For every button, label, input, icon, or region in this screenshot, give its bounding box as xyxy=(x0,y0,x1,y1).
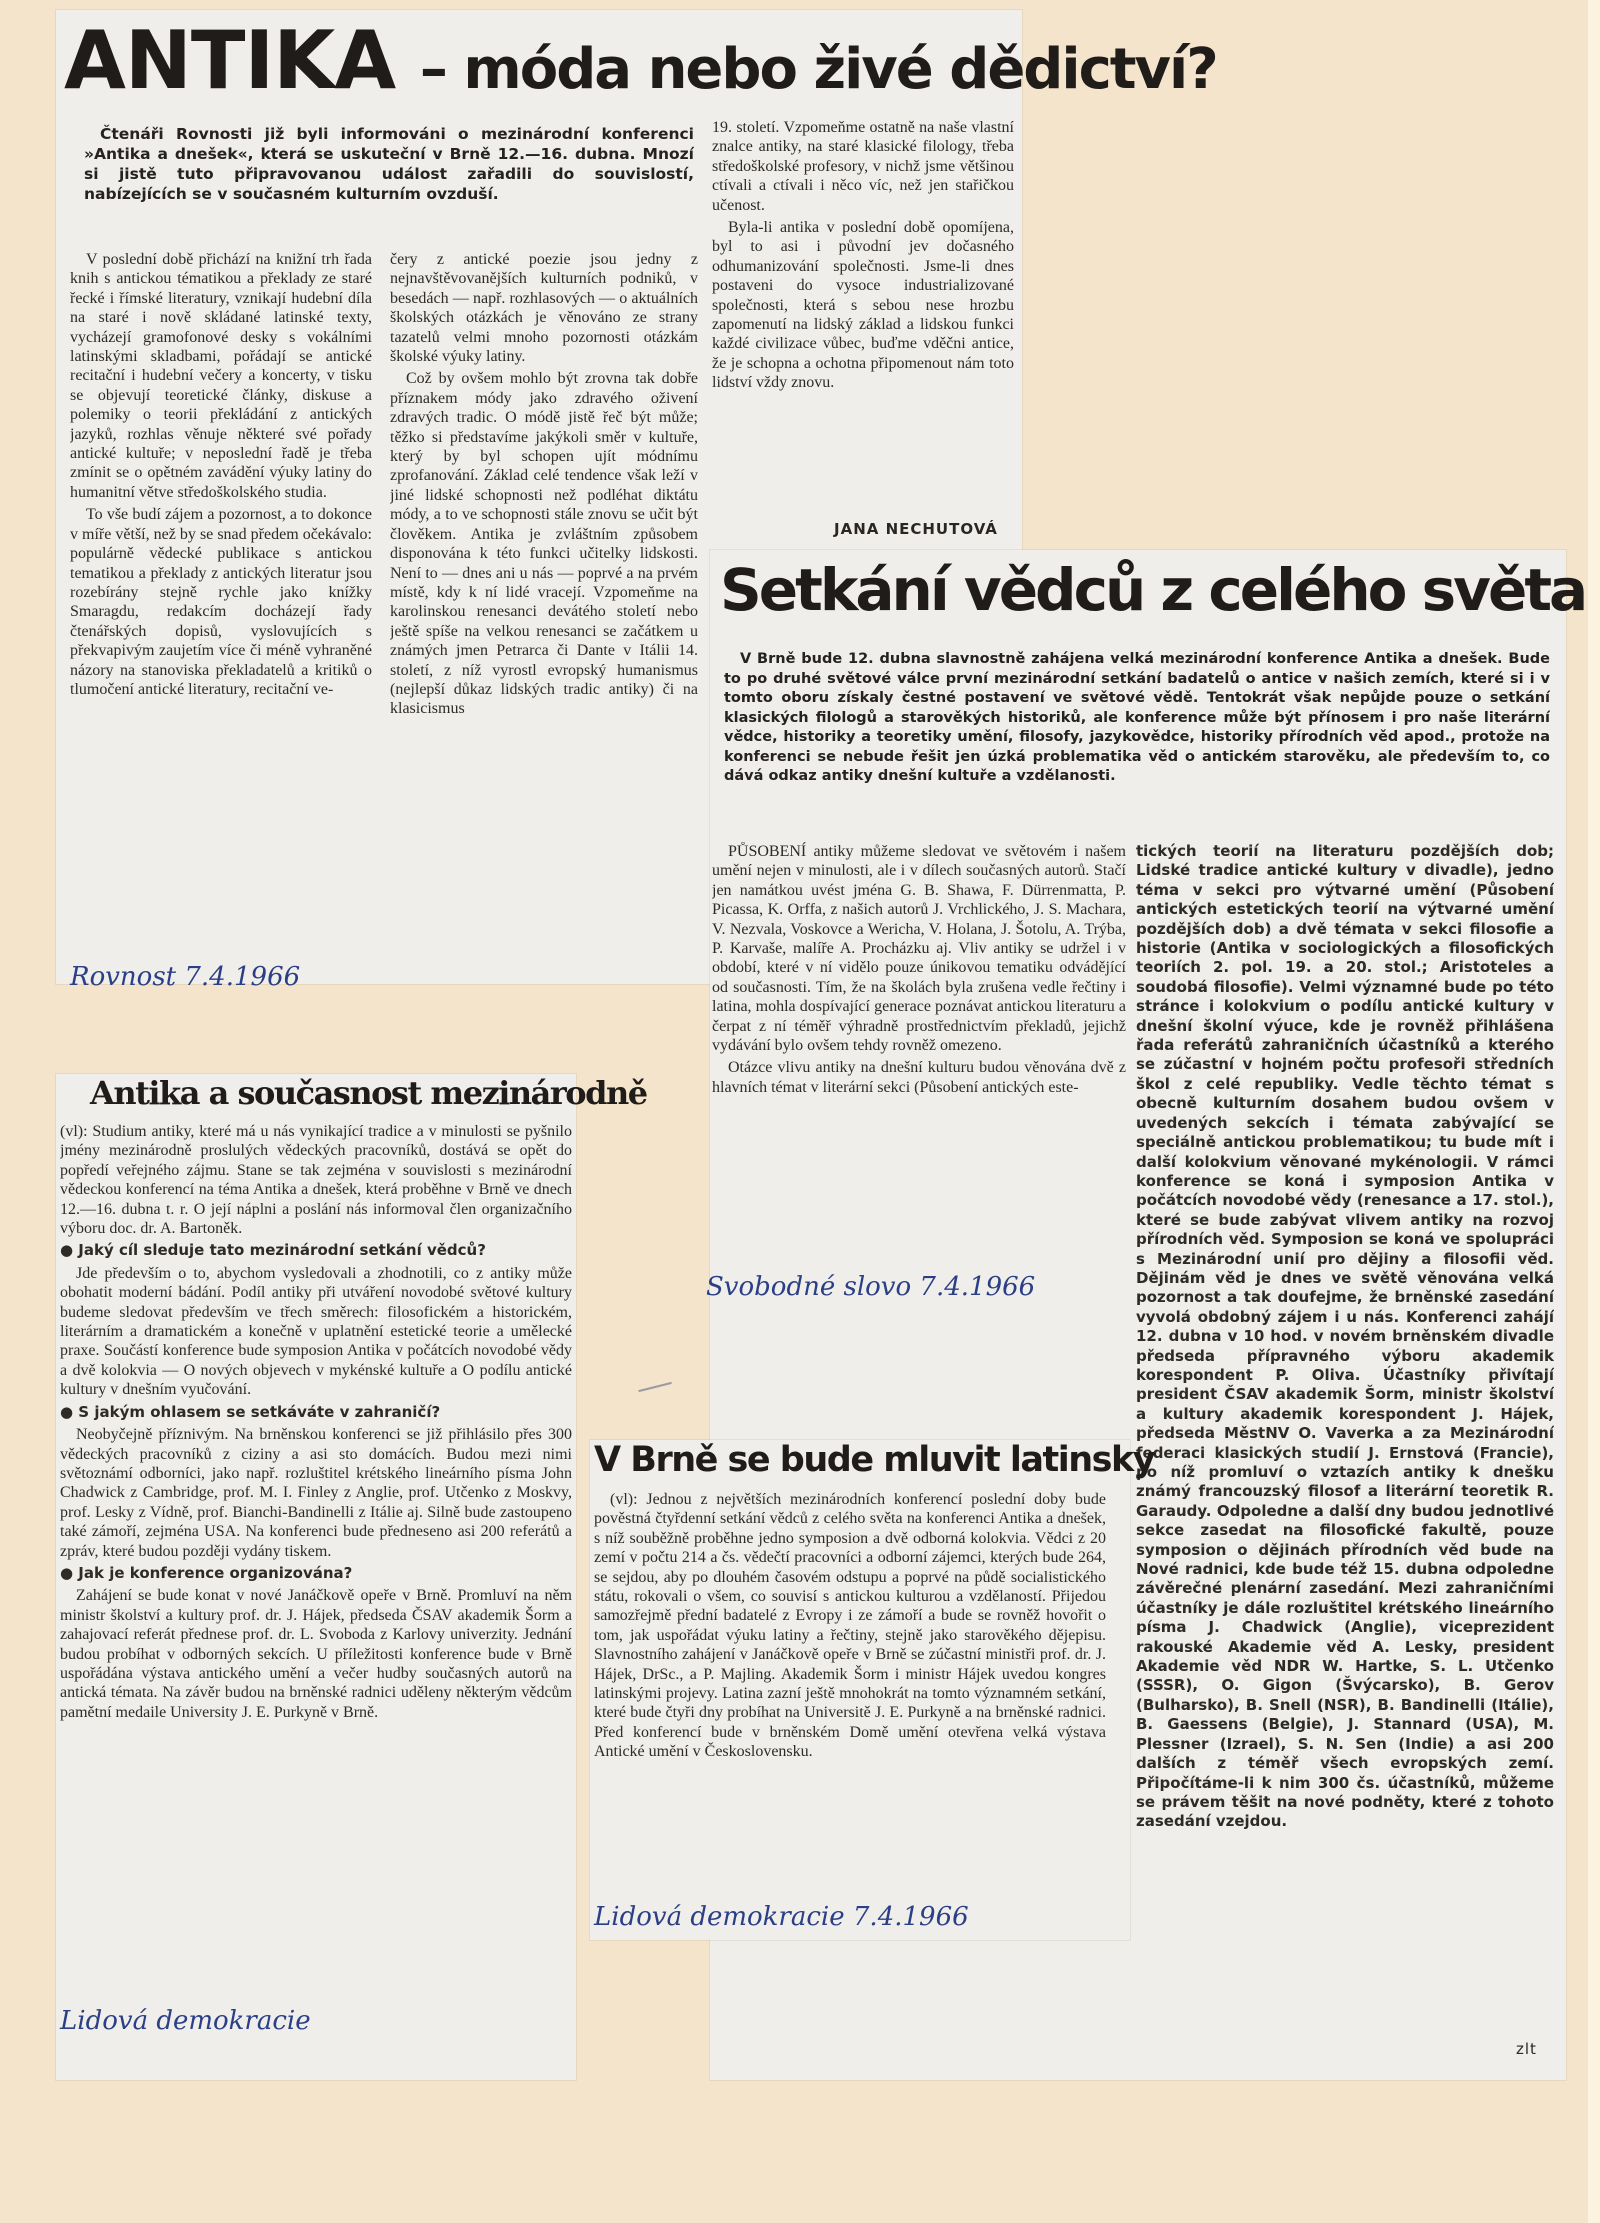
source-note-lidova-demokracie-2: Lidová demokracie 7.4.1966 xyxy=(594,1902,969,1932)
paper-edge xyxy=(1588,0,1600,2223)
article-setkani-headline: Setkání vědců z celého světa xyxy=(720,556,1586,624)
article-setkani-lead: V Brně bude 12. dubna slavnostně zahájena velká mezinárodní konference Antika a dnešek. Bude to po druhé světové válce první mezinárodní setkání badatelů o antice v našich zemích, které si i v tomto oboru získaly čestné postavení ve světové vědě. Tentokrát však nepůjde pouze o setkání klasických filologů a starověkých historiků, ale konference může být přínosem i pro naše literární vědce, historiky a teoretiky umění, filosofy, jazykovědce, historiky přírodních věd apod., protože na konferenci se nebude řešit jen úzká problematika věd o antickém starověku, ale především to, co dává odkaz antiky dnešní kultuře a vzdělanosti. xyxy=(724,651,1550,784)
article-antika-lead: Čtenáři Rovnosti již byli informováni o mezinárodní konferenci »Antika a dnešek«, která se uskuteční v Brně 12.—16. dubna. Mnozí si jistě tuto připravovanou událost zařadili do souvislostí, nabízejících se v současném kulturním ovzduší. xyxy=(84,125,694,203)
interview-question-1: ● Jaký cíl sleduje tato mezinárodní setkání vědců? xyxy=(60,1241,486,1260)
article-soucasnost-headline: Antika a současnost mezinárodně xyxy=(90,1074,647,1112)
article-setkani-column-2: tických teorií na literaturu pozdějších dob; Lidské tradice antické kultury v divadle), jedno téma v sekci pro výtvarné umění (Působení antických estetických teorií na výtvarné umění pozdějších dob) a dvě témata v sekci filosofie a historie (Antika v sociologických a filosofických teoriích 2. pol. 19. a 20. stol.; Aristoteles a soudobá filosofie). Velmi významné bude po této stránce i kolokvium o podílu antické kultury v dnešní školní výuce, kde je rovněž přihlášena řada referátů zahraničních účastníků a kterého se zúčastní v hojném počtu profesoři středních škol z celé republiky. Vedle těchto témat s obecně kulturním dosahem budou ovšem v uvedených sekcích i témata zabývající se speciálně antickou problematikou; tu bude mít i další kolokvium věnované mykénologii. V rámci konference se koná i symposion Antika v počátcích novodobé vědy (renesance a 17. stol.), které se bude zabývat vlivem antiky na rozvoj přírodních věd. Symposion se koná ve spolupráci s Mezinárodní unií pro dějiny a filosofii věd. Dějinám věd je dnes ve světě věnována velká pozornost a tak doufejme, že brněnské zasedání vyvolá obdobný zájem i u nás. Konferenci zahájí 12. dubna v 10 hod. v novém brněnském divadle předseda přípravného výboru akademik korespondent P. Oliva. Účastníky přivítají president ČSAV akademik Šorm, ministr školství a kultury akademik korespondent J. Hájek, předseda MěstNV O. Vaverka a za Mezinárodní federaci klasických studií J. Ernstová (Francie), po níž promluví o vztazích antiky k dnešku známý francouzský filosof a literární teoretik R. Garaudy. Odpoledne a další dny budou jednotlivé sekce zasedat na filosofické fakultě, pouze symposion o dějinách přírodních věd bude na Nové radnici, kde bude též 15. dubna odpoledne závěrečné plenární zasedání. Mezi zahraničními účastníky je dále rozluštitel krétského lineárního písma J. Chadwick (Anglie), viceprezident rakouské Akademie věd A. Lesky, president Akademie věd NDR W. Hartke, S. L. Utčenko (SSSR), O. Gigon (Švýcarsko), B. Gerov (Bulharsko), B. Snell (NSR), B. Bandinelli (Itálie), B. Gaessens (Belgie), J. Stannard (USA), M. Plessner (Izrael), S. N. Sen (Indie) a asi 200 dalších z téměř všech evropských zemí. Připočítáme-li k nim 300 čs. účastníků, můžeme se právem těšit na nové podněty, které z tohoto zasedání vzejdou. xyxy=(1136,842,1554,1831)
interview-question-2: ● S jakým ohlasem se setkáváte v zahraničí? xyxy=(60,1402,441,1421)
article-antika-headline xyxy=(64,14,1217,107)
article-antika-column-1: V poslední době přichází na knižní trh řada knih s antickou tématikou a překlady ze staré řecké i římské literatury, vznikají hudební díla na staré i nově skládané latinské texty, vycházejí gramofonové desky s vokálními latinskými skladbami, pořádají se antické recitační i hudební večery a koncerty, v tisku se objevují teoretické články, diskuse a polemiky o teorii překládání z antických jazyků, rozhlas věnuje některé své pořady antické kultuře; v neposlední řadě je třeba zmínit se o opětném zavádění výuky latiny do humanitní větve středoškolského studia. To vše budí zájem a pozornost, a to dokonce v míře větší, než by se snad předem očekávalo: populárně vědecké publikace s antickou tematikou a překlady z antických literatur jsou rozebírány stejně rychle jako knížky Smaragdu, redakcím docházejí řady čtenářských dopisů, vyslovujících s překvapivým zaujetím více či méně vyhraněné názory na stanoviska překladatelů a kritiků o tlumočení antické literatury, recitační ve- xyxy=(70,251,372,698)
article-antika-byline: JANA NECHUTOVÁ xyxy=(834,520,998,538)
article-soucasnost-body: (vl): Studium antiky, které má u nás vynikající tradice a v minulosti se pyšnilo jmény mezinárodně proslulých vědeckých pracovníků, dostává se opět do popředí veřejného zájmu. Stane se tak zejména v souvislosti s mezinárodní vědeckou konferencí na téma Antika a dnešek, která proběhne v Brně ve dnech 12.—16. dubna t. r. O její náplni a poslání nás informoval člen organizačního výboru doc. dr. A. Bartoněk. ● Jaký cíl sleduje tato mezinárodní setkání vědců? Jde především o to, abychom vysledovali a zhodnotili, co z antiky může obohatit moderní bádání. Podíl antiky při utváření novodobé světové kultury budeme sledovat především ve třech směrech: filosofickém a historickém, literárním a dramatickém a konečně v uplatnění estetické teorie a umělecké praxe. Součástí konference bude symposion Antika v počátcích novodobé vědy a dvě kolokvia — O nových objevech v mykénské kultuře a O podílu antické kultury v dnešním vyučování. ● S jakým ohlasem se setkáváte v zahraničí? Neobyčejně příznivým. Na brněnskou konferenci se již přihlásilo přes 300 vědeckých pracovníků z ciziny a asi sto domácích. Budou mezi nimi světoznámí odborníci, jako např. rozluštitel krétského lineárního písma John Chadwick z Cambridge, prof. M. I. Finley z Anglie, prof. Utčenko z Moskvy, prof. Lesky z Vídně, prof. Bianchi-Bandinelli z Itálie aj. Silně bude zastoupeno také zámoří, zejména USA. Na konferenci bude předneseno asi 200 referátů a zpráv, které budou později vydány tiskem. ● Jak je konference organizována? Zahájení se bude konat v nové Janáčkově opeře v Brně. Promluví na něm ministr školství a kultury prof. dr. J. Hájek, předseda ČSAV akademik Šorm a zahajovací referát přednese prof. dr. L. Svoboda z Karlovy univerzity. Jednání budou probíhat v odborných sekcích. U příležitosti konference bude v Brně uspořádána výstava antického umění a večer hudby současných autorů na antická témata. Na závěr budou na brněnské radnici uděleny některým vědcům pamětní medaile University J. E. Purkyně v Brně. xyxy=(60,1123,572,1721)
article-setkani-column-1: PŮSOBENÍ antiky můžeme sledovat ve světovém i našem umění nejen v minulosti, ale i v dílech současných autorů. Stačí jen namátkou uvést jména G. B. Shawa, F. Dürrenmatta, P. Picassa, K. Orffa, z našich autorů J. Vrchlického, J. S. Machara, V. Nezvala, Voskovce a Wericha, V. Holana, J. Šotolu, A. Trýba, P. Karvaše, malíře A. Procházku aj. Vliv antiky se udržel i v období, které v ní vidělo pouze únikovou tematiku odvádějící od současnosti. Tím, že na školách byla zrušena vedle řečtiny i latina, mohla dospívající generace poznávat antickou literaturu a čerpat z ní téměř výhradně prostřednictvím překladů, jejichž vydávání bylo ovšem tehdy rovněž omezeno. Otázce vlivu antiky na dnešní kulturu budou věnována dvě z hlavních témat v literární sekci (Působení antických este- xyxy=(712,843,1126,1096)
article-antika-column-2: čery z antické poezie jsou jedny z nejnavštěvovanějších kulturních podniků, v besedách — např. rozhlasových — o aktuálních školských otázkách je věnováno ze strany tazatelů velmi mnoho pozornosti otázkám školské výuky latiny. Což by ovšem mohlo být zrovna tak dobře příznakem módy jako zdravého oživení zdravých tradic. O módě jistě řeč být může; těžko si představíme jakýkoli směr v kultuře, který by byl schopen ujít módnímu zprofanování. Základ celé tendence však leží v jiné lidské schopnosti než podléhat diktátu módy, a to ve schopnosti stále znovu se učit být člověkem. Antika je zvláštním způsobem disponována k této funkci učitelky lidskosti. Není to — dnes ani u nás — poprvé a na prvém místě, kdy k ní lidé vracejí. Vzpomeňme na karolinskou renesanci devátého století nebo ještě spíše na velkou renesanci se začátkem u známých jmen Petrarca či Dante v Itálii 14. století, z níž vyrostl evropský humanismus (nejlepší důkaz lidských tradic antiky) či na klasicismus xyxy=(390,251,698,718)
headline-rest: – móda nebo živé dědictví? xyxy=(419,37,1217,102)
headline-main-word: ANTIKA xyxy=(64,14,396,107)
article-antika-column-3: 19. století. Vzpomeňme ostatně na naše vlastní znalce antiky, na staré klasické filology, třeba středoškolské profesory, v nichž jsme většinou ctívali a ctívali i něco víc, než jen stařičkou učenost. Byla-li antika v poslední době opomíjena, byl to asi i původní jev dočasného odhumanizování společnosti. Jsme-li dnes postaveni do vysoce industrializované společnosti, která s sebou nese hrozbu zapomenutí na lidský základ a lidskou funkci každé civilizace vůbec, buďme vděčni antice, že je schopna a ochotna připomenout nám toto lidství vždy znovu. xyxy=(712,119,1014,392)
source-note-rovnost: Rovnost 7.4.1966 xyxy=(70,962,301,992)
article-setkani-signature: zlt xyxy=(1516,2040,1537,2058)
pencil-mark xyxy=(638,1382,671,1392)
article-latinsky-headline: V Brně se bude mluvit latinsky xyxy=(594,1440,1155,1480)
source-note-svobodne-slovo: Svobodné slovo 7.4.1966 xyxy=(706,1272,1036,1302)
interview-question-3: ● Jak je konference organizována? xyxy=(60,1563,353,1582)
source-note-lidova-demokracie-1: Lidová demokracie xyxy=(60,2006,311,2036)
article-latinsky-body: (vl): Jednou z největších mezinárodních konferencí poslední doby bude pověstná čtyřdenní setkání vědců z celého světa na konferenci Antika a dnešek, s níž souběžně proběhne jedno symposion a dvě odborná kolokvia. Vědci z 20 zemí v počtu 214 a čs. vědečtí pracovníci a odborní zájemci, kterých bude 264, se sejdou, aby po dlouhém časovém odstupu a poprvé na půdě socialistického státu, rokovali o všem, co souvisí s antickou kulturou a vzdělaností. Přijedou samozřejmě přední badatelé z Evropy i ze zámoří a bude se rovněž hovořit o tom, jak uspořádat výuku latiny a řečtiny, stejně jako starověkého dějepisu. Slavnostního zahájení v Janáčkově opeře v Brně se zúčastní ministři prof. dr. J. Hájek, DrSc., a P. Majling. Akademik Šorm i ministr Hájek uvedou kongres latinskými projevy. Latina zazní ještě mnohokrát na tomto významném setkání, které bude čtyři dny probíhat na Universitě J. E. Purkyně a na brněnské radnici. Před konferencí bude v brněnském Domě umění otevřena velká výstava Antické umění v Československu. xyxy=(594,1491,1106,1761)
